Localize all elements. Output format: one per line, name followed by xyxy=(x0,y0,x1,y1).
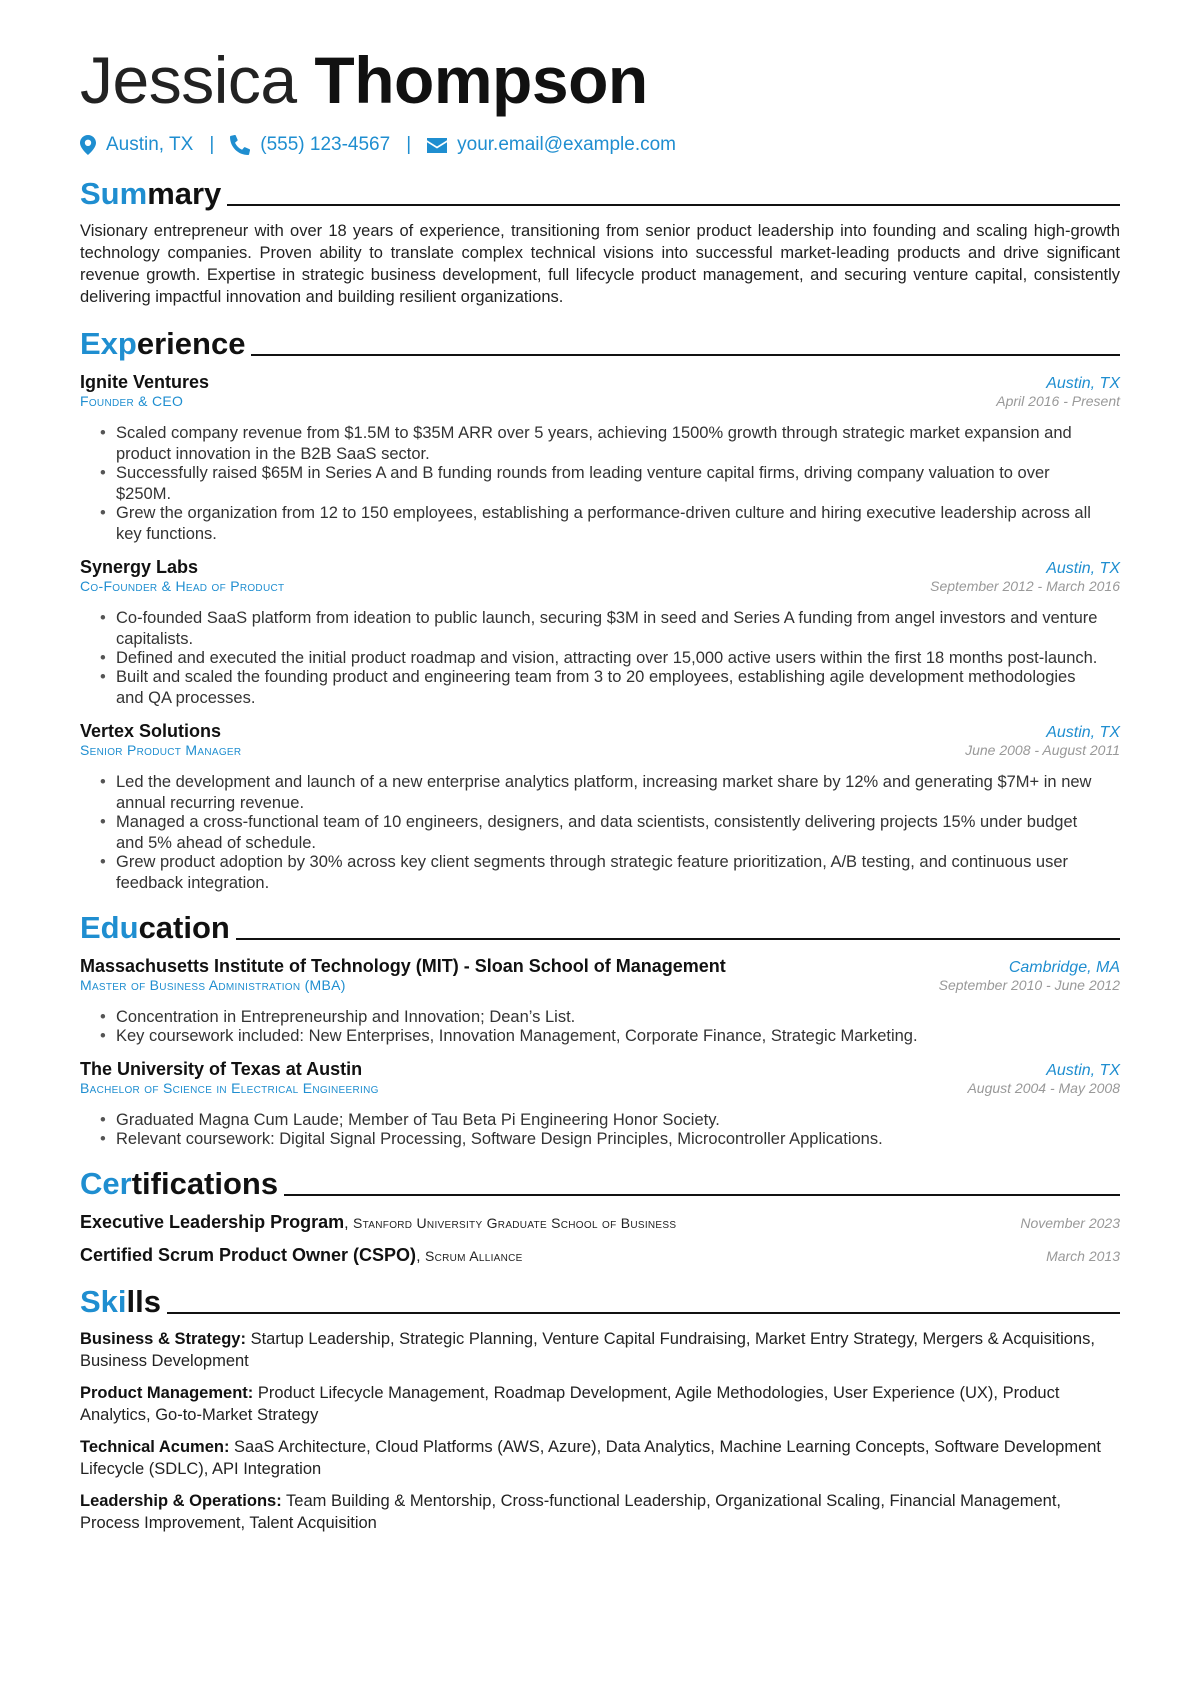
job-title: Founder & CEO xyxy=(80,393,184,409)
certification-issuer: Scrum Alliance xyxy=(424,1248,523,1264)
section-title: Skills xyxy=(80,1284,161,1319)
certification-issuer: Stanford University Graduate School of Business xyxy=(353,1215,677,1231)
bullet-list xyxy=(80,608,1120,709)
company-name: Synergy Labs xyxy=(80,557,199,577)
map-pin-icon xyxy=(80,135,96,155)
experience-section xyxy=(80,322,1120,894)
skill-group-label: Leadership & Operations: xyxy=(80,1492,282,1510)
section-divider xyxy=(167,1312,1120,1314)
skill-group-text: Product Lifecycle Management, Roadmap Development, Agile Methodologies, User Experience (UX), Product Analytics, Go-to-Market Strategy xyxy=(80,1384,1060,1424)
list-item: • Concentration in Entrepreneurship and Innovation; Dean’s List. xyxy=(116,1007,1120,1028)
certification-list xyxy=(80,1212,1120,1266)
skill-group-label: Business & Strategy: xyxy=(80,1330,246,1348)
list-item: • Built and scaled the founding product and engineering team from 3 to 20 employees, establishing agile development methodologies and QA processes. xyxy=(116,667,1120,709)
phone-text: (555) 123-4567 xyxy=(260,134,391,155)
resume-page xyxy=(80,40,1120,1534)
certifications-section xyxy=(80,1162,1120,1266)
certification-date: March 2013 xyxy=(1046,1248,1120,1264)
education-entry xyxy=(80,1059,1120,1150)
bullet-list xyxy=(80,1007,1120,1047)
company-name: Vertex Solutions xyxy=(80,721,222,741)
experience-entry xyxy=(80,721,1120,894)
envelope-icon xyxy=(427,138,447,153)
contact-email[interactable] xyxy=(427,134,676,156)
degree: Master of Business Administration (MBA) xyxy=(80,977,346,993)
bullet-list xyxy=(80,423,1120,545)
contact-bar xyxy=(80,132,1120,158)
list-item: • Grew product adoption by 30% across key client segments through strategic feature prioritization, A/B testing, and continuous user feedback integration. xyxy=(116,852,1120,894)
section-title: Education xyxy=(80,910,230,945)
summary-section xyxy=(80,172,1120,308)
contact-separator: | xyxy=(209,134,215,155)
experience-entry xyxy=(80,557,1120,709)
certification-name: Certified Scrum Product Owner (CSPO) xyxy=(80,1245,417,1265)
list-item: • Relevant coursework: Digital Signal Processing, Software Design Principles, Microcontroller Applications. xyxy=(116,1129,1120,1150)
job-title: Senior Product Manager xyxy=(80,742,242,758)
entry-dates: June 2008 - August 2011 xyxy=(965,742,1120,758)
location-text: Austin, TX xyxy=(106,134,194,155)
job-title: Co-Founder & Head of Product xyxy=(80,578,285,594)
list-item: • Grew the organization from 12 to 150 employees, establishing a performance-driven culture and hiring executive leadership across all key functions. xyxy=(116,503,1120,545)
experience-list xyxy=(80,372,1120,894)
list-item: • Successfully raised $65M in Series A and B funding rounds from leading venture capital firms, driving company valuation to over $250M. xyxy=(116,463,1120,505)
section-divider xyxy=(227,204,1120,206)
contact-location xyxy=(80,134,193,156)
skill-group-text: SaaS Architecture, Cloud Platforms (AWS, Azure), Data Analytics, Machine Learning Concepts, Software Development Lifecycle (SDLC), API Integration xyxy=(80,1438,1102,1478)
skill-group xyxy=(80,1490,1120,1534)
certification-name: Executive Leadership Program xyxy=(80,1212,345,1232)
list-item: • Defined and executed the initial product roadmap and vision, attracting over 15,000 active users within the first 18 months post-launch. xyxy=(116,648,1120,669)
skill-group-label: Product Management: xyxy=(80,1384,254,1402)
contact-separator: | xyxy=(406,134,412,155)
list-item: • Led the development and launch of a new enterprise analytics platform, increasing market share by 12% and generating $7M+ in new annual recurring revenue. xyxy=(116,772,1120,814)
skill-group xyxy=(80,1328,1120,1372)
certification-item: Certified Scrum Product Owner (CSPO), Scrum Alliance March 2013 xyxy=(80,1245,1120,1265)
entry-dates: April 2016 - Present xyxy=(996,393,1120,409)
section-divider xyxy=(284,1194,1120,1196)
entry-location: Austin, TX xyxy=(1046,724,1120,741)
entry-location: Austin, TX xyxy=(1046,560,1120,577)
entry-dates: August 2004 - May 2008 xyxy=(967,1080,1120,1096)
list-item: • Graduated Magna Cum Laude; Member of Tau Beta Pi Engineering Honor Society. xyxy=(116,1110,1120,1131)
phone-icon xyxy=(230,135,250,155)
skill-group-text: Startup Leadership, Strategic Planning, Venture Capital Fundraising, Market Entry Strategy, Mergers & Acquisitions, Business Development xyxy=(80,1330,1095,1370)
school-name: Massachusetts Institute of Technology (MIT) - Sloan School of Management xyxy=(80,956,726,976)
skill-group xyxy=(80,1382,1120,1426)
list-item: • Key coursework included: New Enterprises, Innovation Management, Corporate Finance, Strategic Marketing. xyxy=(116,1026,1120,1047)
education-entry xyxy=(80,956,1120,1047)
email-text: your.email@example.com xyxy=(457,134,676,155)
education-list xyxy=(80,956,1120,1150)
bullet-list xyxy=(80,1110,1120,1150)
list-item: • Co-founded SaaS platform from ideation to public launch, securing $3M in seed and Series A funding from angel investors and venture capitalists. xyxy=(116,608,1120,650)
entry-location: Cambridge, MA xyxy=(1008,959,1120,976)
experience-entry xyxy=(80,372,1120,545)
skills-list xyxy=(80,1328,1120,1534)
candidate-name xyxy=(80,40,1120,120)
certification-item: Executive Leadership Program, Stanford University Graduate School of Business November 2023 xyxy=(80,1212,1120,1232)
section-divider xyxy=(236,938,1120,940)
education-section xyxy=(80,906,1120,1150)
skill-group xyxy=(80,1436,1120,1480)
school-name: The University of Texas at Austin xyxy=(80,1059,363,1079)
contact-phone[interactable] xyxy=(230,134,390,156)
summary-text: Visionary entrepreneur with over 18 years of experience, transitioning from senior product leadership into founding and scaling high-growth technology companies. Proven ability to translate complex technical visions into successful market-leading products and drive significant revenue growth. Expertise in strategic business development, full lifecycle product management, and securing venture capital, consistently delivering impactful innovation and building resilient organizations. xyxy=(80,222,1120,306)
section-title: Certifications xyxy=(80,1166,279,1201)
entry-location: Austin, TX xyxy=(1046,1062,1120,1079)
section-divider xyxy=(251,354,1120,356)
entry-dates: September 2010 - June 2012 xyxy=(938,977,1120,993)
skills-section xyxy=(80,1280,1120,1534)
section-title: Experience xyxy=(80,326,246,361)
list-item: • Scaled company revenue from $1.5M to $35M ARR over 5 years, achieving 1500% growth through strategic market expansion and product innovation in the B2B SaaS sector. xyxy=(116,423,1120,465)
list-item: • Managed a cross-functional team of 10 engineers, designers, and data scientists, consistently delivering projects 15% under budget and 5% ahead of schedule. xyxy=(116,812,1120,854)
last-name: Thompson xyxy=(314,43,648,117)
first-name: Jessica xyxy=(80,43,297,117)
section-title: Summary xyxy=(80,176,222,211)
bullet-list xyxy=(80,772,1120,894)
entry-dates: September 2012 - March 2016 xyxy=(930,578,1120,594)
skill-group-text: Team Building & Mentorship, Cross-functional Leadership, Organizational Scaling, Financial Management, Process Improvement, Talent Acquisition xyxy=(80,1492,1062,1532)
entry-location: Austin, TX xyxy=(1046,375,1120,392)
certification-date: November 2023 xyxy=(1020,1215,1120,1231)
company-name: Ignite Ventures xyxy=(80,372,210,392)
degree: Bachelor of Science in Electrical Engineering xyxy=(80,1080,379,1096)
skill-group-label: Technical Acumen: xyxy=(80,1438,230,1456)
